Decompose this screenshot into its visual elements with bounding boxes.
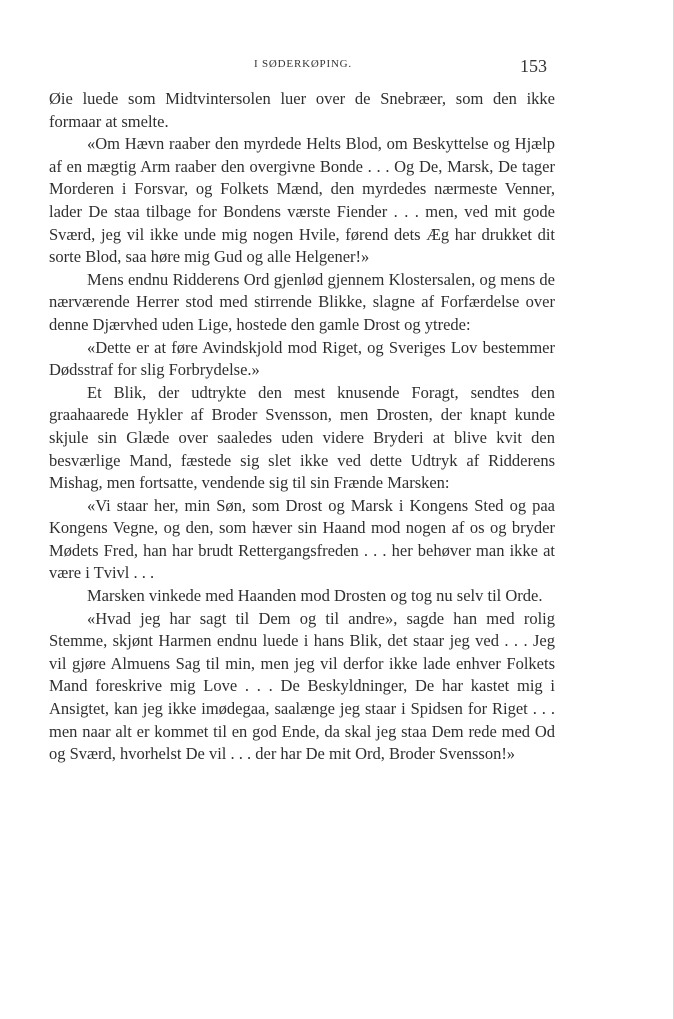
page-number: 153 bbox=[520, 56, 547, 76]
running-head: I SØDERKØPING. bbox=[254, 58, 352, 70]
paragraph: Et Blik, der udtrykte den mest knusende Foragt, sendtes den graahaarede Hykler af Broder Svensson, men Drosten, der knapt kunde skjule sin Glæde over saaledes uden videre Bryderi at blive kvit den besværlige Mand, fæstede sig slet ikke ved dette Udtryk af Ridderens Mishag, men fortsatte, vendende sig til sin Frænde Marsken: bbox=[49, 382, 555, 493]
paragraph: «Dette er at føre Avindskjold mod Riget, og Sveriges Lov bestemmer Dødsstraf for slig Forbrydelse.» bbox=[49, 337, 555, 380]
paragraph: Marsken vinkede med Haanden mod Drosten og tog nu selv til Orde. bbox=[87, 586, 543, 606]
paragraph: Øie luede som Midtvintersolen luer over de Snebræer, som den ikke formaar at smelte. bbox=[49, 89, 555, 131]
paragraph: «Om Hævn raaber den myrdede Helts Blod, om Beskyttelse og Hjælp af en mægtig Arm raaber den overgivne Bonde . . . Og De, Marsk, De tager Morderen i Forsvar, og Folkets Mænd, den myrdedes nærmeste Venner, lader De staa tilbage for Bondens værste Fiender . . . men, ved mit gode Sværd, jeg vil ikke unde mig nogen Hvile, førend dets Æg har drukket dit sorte Blod, saa høre mig Gud og alle Helgener!» bbox=[49, 134, 555, 267]
body-text bbox=[49, 88, 555, 766]
paragraph: «Vi staar her, min Søn, som Drost og Marsk i Kongens Sted og paa Kongens Vegne, og den, som hæver sin Haand mod nogen af os og bryder Mødets Fred, han har brudt Rettergangsfreden . . . her behøver man ikke at være i Tvivl . . . bbox=[49, 495, 555, 583]
paragraph: Mens endnu Ridderens Ord gjenlød gjennem Klostersalen, og mens de nærværende Herrer stod med stirrende Blikke, slagne af Forfærdelse over denne Djærvhed uden Lige, hostede den gamle Drost og ytrede: bbox=[49, 269, 555, 334]
paragraph: «Hvad jeg har sagt til Dem og til andre», sagde han med rolig Stemme, skjønt Harmen endnu luede i hans Blik, det staar jeg ved . . . Jeg vil gjøre Almuens Sag til min, men jeg vil derfor ikke lade enhver Folkets Mand foreskrive mig Love . . . De Beskyldninger, De har kastet mig i Ansigtet, kan jeg ikke imødegaa, saalænge jeg staar i Spidsen for Riget . . . men naar alt er kommet til en god Ende, da skal jeg staa Dem rede med Od og Sværd, hvorhelst De vil . . . der har De mit Ord, Broder Svensson!» bbox=[49, 608, 555, 764]
